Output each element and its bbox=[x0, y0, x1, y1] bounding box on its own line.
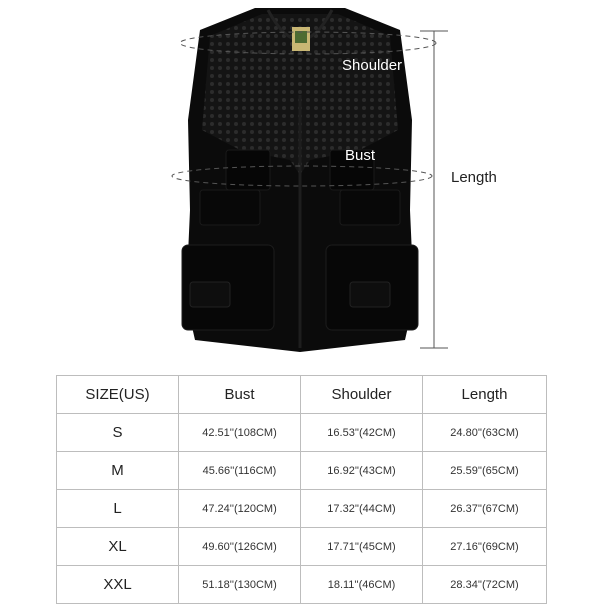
header-bust: Bust bbox=[179, 376, 301, 414]
shoulder-cell: 18.11''(46CM) bbox=[301, 566, 423, 604]
header-shoulder: Shoulder bbox=[301, 376, 423, 414]
length-label: Length bbox=[451, 169, 497, 186]
size-cell: S bbox=[57, 414, 179, 452]
length-cell: 26.37''(67CM) bbox=[423, 490, 547, 528]
header-size: SIZE(US) bbox=[57, 376, 179, 414]
length-cell: 24.80''(63CM) bbox=[423, 414, 547, 452]
table-header-row bbox=[57, 376, 547, 414]
size-cell: M bbox=[57, 452, 179, 490]
shoulder-cell: 16.53''(42CM) bbox=[301, 414, 423, 452]
shoulder-cell: 17.32''(44CM) bbox=[301, 490, 423, 528]
shoulder-cell: 17.71''(45CM) bbox=[301, 528, 423, 566]
shoulder-label: Shoulder bbox=[342, 57, 403, 74]
table-row bbox=[57, 528, 547, 566]
bust-cell: 45.66''(116CM) bbox=[179, 452, 301, 490]
bust-cell: 47.24''(120CM) bbox=[179, 490, 301, 528]
table-row bbox=[57, 414, 547, 452]
length-cell: 28.34''(72CM) bbox=[423, 566, 547, 604]
bust-cell: 42.51''(108CM) bbox=[179, 414, 301, 452]
bust-cell: 49.60''(126CM) bbox=[179, 528, 301, 566]
size-cell: XXL bbox=[57, 566, 179, 604]
table-row bbox=[57, 452, 547, 490]
header-length: Length bbox=[423, 376, 547, 414]
size-chart-table bbox=[56, 375, 547, 604]
table-row bbox=[57, 566, 547, 604]
shoulder-cell: 16.92''(43CM) bbox=[301, 452, 423, 490]
bust-label: Bust bbox=[345, 147, 376, 164]
length-cell: 27.16''(69CM) bbox=[423, 528, 547, 566]
size-cell: L bbox=[57, 490, 179, 528]
table-row bbox=[57, 490, 547, 528]
size-cell: XL bbox=[57, 528, 179, 566]
length-cell: 25.59''(65CM) bbox=[423, 452, 547, 490]
bust-cell: 51.18''(130CM) bbox=[179, 566, 301, 604]
